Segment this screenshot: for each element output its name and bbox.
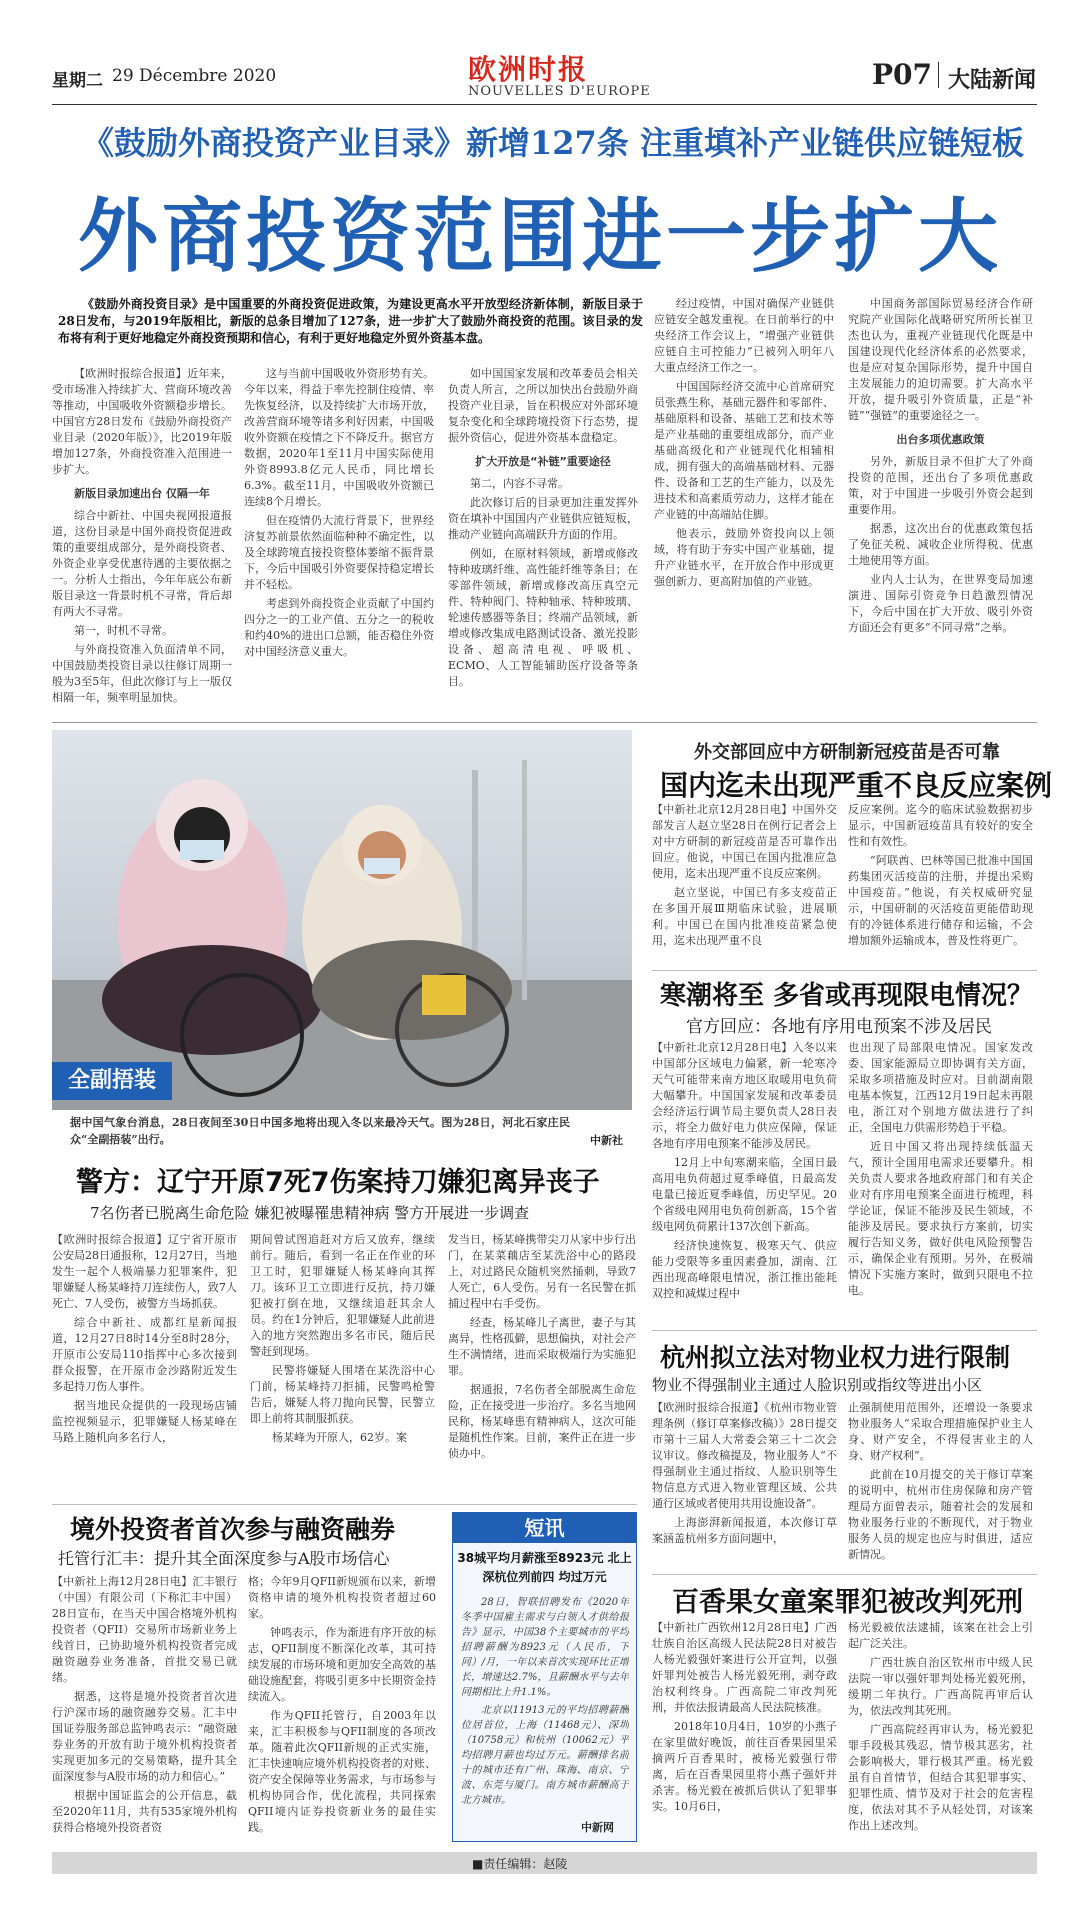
case-column-2: 杨光毅被依法逮捕，该案在社会上引起广泛关注。 广西壮族自治区钦州市中级人民法院一审以强奸罪判处杨光毅死刑，缓期二年执行。广西高院再审后认为，依法改判其死刑。 广西高院经再审认为，杨光毅犯罪手段极其残忍，情节极其恶劣，社会影响极大，罪行极其严重。杨光毅虽有自首情节，但结合其犯罪事实、犯罪性质、情节及对于社会的危害程度，依法对其不予从轻处罚，对该案作出上述改判。 xyxy=(848,1621,1033,1832)
issue-date: 29 Décembre 2020 xyxy=(112,66,277,86)
qfii-column-2: 格；今年9月QFII新规颁布以来，新增资格申请的境外机构投资者超过60家。 钟鸣表示，作为渐进有序开放的标志，QFII制度不断深化改革，其可持续发展的市场环境和更加安全高效的基础设施配套，将吸引更多中长期资金持续流入。 作为QFII托管行，自2003年以来，汇丰积极参与QFII制度的各项改革。随着此次QFII新规的正式实施，汇丰快速响应境外机构投资者的对账、资产安全保障等业务需求，与市场参与机构协同合作，优化流程，共同探索QFII境内证券投资新业务的最佳实践。 xyxy=(248,1575,436,1834)
lead-column-5: 中国商务部国际贸易经济合作研究院产业国际化战略研究所所长崔卫杰也认为，重视产业链现代化既是中国建设现代化经济体系的必然要求，也是应对复杂国际形势，提升中国自主发展能力的迫切需要。扩大高水平开放，提升吸引外资质量，正是“补链”“强链”的重要途径之一。 出台多项优惠政策 另外，新版目录不但扩大了外商投资的范围，还出台了多项优惠政策，对于中国进一步吸引外资会起到重要作用。 据悉，这次出台的优惠政策包括了免征关税、减收企业所得税、优惠土地使用等方面。 业内人士认为，在世界变局加速演进、国际引资竞争日趋激烈情况下，今后中国在扩大开放、吸引外资方面还会有更多“不同寻常”之举。 xyxy=(848,297,1033,634)
qfii-subhead: 托管行汇丰：提升其全面深度参与A股市场信心 xyxy=(58,1549,390,1568)
brief-box xyxy=(452,1512,637,1842)
case-headline: 百香果女童案罪犯被改判死刑 xyxy=(672,1587,1023,1618)
lead-column-4: 经过疫情，中国对确保产业链供应链安全越发重视。在日前举行的中央经济工作会议上，“增强产业链供应链自主可控能力”已被列入明年八大重点经济工作之一。 中国国际经济交流中心首席研究员张燕生称，基础元器件和零部件、基础原料和设备、基础工艺和技术等是产业基础的重要组成部分，而产业基础高级化和产业链现代化相辅相成，拥有强大的高端基础材料、元器件、设备和工艺的生产能力，以及先进技术和高素质劳动力，这样才能在产业链的中高端站住脚。 他表示，鼓励外资投向以上领域，将有助于夯实中国产业基础，提升产业链水平，在开放合作中形成更强创新力、更高附加值的产业链。 xyxy=(654,297,834,588)
case-column-1: 【中新社广西钦州12月28日电】广西壮族自治区高级人民法院28日对被告人杨光毅强奸案进行公开宣判，以强奸罪判处被告人杨光毅死刑，剥夺政治权利终身。广西高院二审改判死刑，并依法报请最高人民法院核准。 2018年10月4日，10岁的小燕子在家里做好晚饭，前往百香果园里采摘两斤百香果时，被杨光毅强行带离，后在百香果园里将小燕子强奸并杀害。杨光毅在被抓后供认了犯罪事实。10月6日， xyxy=(652,1621,837,1813)
editor-credit: ■责任编辑：赵陵 xyxy=(472,1857,568,1871)
brief-body: 28日，智联招聘发布《2020年冬季中国雇主需求与白领人才供给报告》显示，中国38个主要城市的平均招聘薪酬为8923元（人民币，下同）/月，一年以来首次实现环比正增长，增速达2.7%，且薪酬水平与去年同期相比上升1.1%。 北京以11913元的平均招聘薪酬位居首位，上海（11468元）、深圳（10758元）和杭州（10062元）平均招聘月薪也均过万元。薪酬排名前十的城市还有广州、珠海、南京、宁波、东莞与厦门。南方城市薪酬高于北方城市。 xyxy=(461,1597,629,1806)
lead-summary: 《鼓励外商投资目录》是中国重要的外商投资促进政策，为建设更高水平开放型经济新体制，新版目录于28日发布，与2019年版相比，新版的总条目增加了127条，进一步扩大了鼓励外商投资的范围。该目录的发布将有利于更好地稳定外商投资预期和信心，有利于更好地稳定外贸外资基本盘。 xyxy=(58,297,643,345)
qfii-column-1: 【中新社上海12月28日电】汇丰银行（中国）有限公司（下称汇丰中国）28日宣布，在当天中国合格境外机构投资者（QFII）交易所市场新业务上线首日，已协助境外机构投资者完成融资融券业务准备，首批交易已就绪。 据悉，这将是境外投资者首次进行沪深市场的融资融券交易。汇丰中国证券服务部总监钟鸣表示：“融资融券业务的开放有助于境外机构投资者实现更加多元的交易策略，提升其全面深度参与A股市场的动力和信心。” 根据中国证监会的公开信息，截至2020年11月，共有535家境外机构获得合格境外投资者资 xyxy=(52,1575,237,1834)
footer-bar xyxy=(52,1852,1037,1874)
hangzhou-column-1: 【欧洲时报综合报道】《杭州市物业管理条例（修订草案修改稿）》28日提交市第十三届人大常委会第三十二次会议审议。修改稿提及，物业服务人“不得强制业主通过指纹、人脸识别等生物信息方式进入物业管理区域、公共通行区域或者使用共用设施设备”。 上海澎湃新闻报道，本次修订草案涵盖杭州多方面问题中， xyxy=(652,1401,837,1545)
lead-column-2: 这与当前中国吸收外资形势有关。今年以来，得益于率先控制住疫情、率先恢复经济，以及持续扩大市场开放，改善营商环境等诸多利好因素，中国吸收外资额在疫情之下不降反升。据官方数据，2020年1至11月中国实际使用外资8993.8亿元人民币，同比增长6.3%。截至11月，中国吸收外资额已连续8个月增长。 但在疫情仍大流行背景下，世界经济复苏前景依然面临种种不确定性，以及全球跨境直接投资整体萎缩不振背景下，今后中国吸引外资要保持稳定增长并不轻松。 考虑到外商投资企业贡献了中国约四分之一的工业产值、五分之一的税收和约40%的进出口总额，能否稳住外资对中国经济意义重大。 xyxy=(244,367,434,658)
cyclists-illustration xyxy=(52,730,632,1110)
qfii-headline: 境外投资者首次参与融资融券 xyxy=(70,1515,396,1544)
power-subhead: 官方回应：各地有序用电预案不涉及居民 xyxy=(686,1017,992,1037)
lead-headline: 外商投资范围进一步扩大 xyxy=(78,190,1002,283)
photo-caption: 据中国气象台消息，28日夜间至30日中国多地将出现入冬以来最冷天气。图为28日，河北石家庄民众“全副捂装”出行。 xyxy=(70,1116,570,1146)
brand-subtitle: NOUVELLES D'EUROPE xyxy=(468,84,651,99)
photo-banner: 全副捂装 xyxy=(52,1062,172,1100)
masthead xyxy=(0,0,1080,106)
section-name: 大陆新闻 xyxy=(948,68,1037,93)
lead-kicker: 《鼓励外商投资产业目录》新增127条 注重填补产业链供应链短板 xyxy=(82,124,1024,162)
police-column-1: 【欧洲时报综合报道】辽宁省开原市公安局28日通报称，12月27日，当地发生一起个人极端暴力犯罪案件，犯罪嫌疑人杨某峰持刀连续伤人，致7人死亡、7人受伤，被警方当场抓获。 综合中新社、成都红星新闻报道，12月27日8时14分至8时28分，开原市公安局110指挥中心多次接到群众报警，在开原市金沙路附近发生多起持刀伤人事件。 据当地民众提供的一段现场店铺监控视频显示，犯罪嫌疑人杨某峰在马路上随机向多名行人， xyxy=(52,1233,237,1444)
hangzhou-subhead: 物业不得强制业主通过人脸识别或指纹等进出小区 xyxy=(652,1376,983,1394)
lead-column-1: 【欧洲时报综合报道】近年来，受市场准入持续扩大、营商环境改善等推动，中国吸收外资额稳步增长。中国官方28日发布《鼓励外商投资产业目录（2020年版）》，比2019年版增加127条，外商投资准入范围进一步扩大。 新版目录加速出台 仅隔一年 综合中新社、中国央视网报道报道，这份目录是中国外商投资促进政策的重要组成部分，是外商投资者、外资企业享受优惠待遇的主要依据之一。分析人士指出，今年年底公布新版目录这一背景时机不寻常，背后却有两大不寻常。 第一，时机不寻常。 与外商投资准入负面清单不同，中国鼓励类投资目录以往修订周期一般为3至5年，但此次修订与上一版仅相隔一年，频率明显加快。 xyxy=(52,367,232,704)
brand-logo: 欧洲时报 xyxy=(468,53,589,86)
hangzhou-column-2: 止强制使用范围外，还增设一条要求物业服务人“采取合理措施保护业主人身、财产安全，不得侵害业主的人身、财产权利”。 此前在10月提交的关于修订草案的说明中，杭州市住房保障和房产管理局方面曾表示，随着社会的发展和物业服务行业的不断现代，对于物业服务人员的规定也应与时俱进，适应新情况。 xyxy=(848,1401,1033,1561)
police-headline: 警方：辽宁开原7死7伤案持刀嫌犯离异丧子 xyxy=(76,1167,600,1198)
power-column-2: 也出现了局部限电情况。国家发改委、国家能源局立即协调有关方面，采取多项措施及时应对。目前湖南限电基本恢复，江西12月19日起未再限电，浙江对个别地方做法进行了纠正，全国电力供需形势趋于平稳。 近日中国又将出现持续低温天气，预计全国用电需求还要攀升。相关负责人要求各地政府部门和有关企业对有序用电预案全面进行梳理，科学论证，保证不能涉及民生领域，不能涉及居民。要求执行方案前，切实履行告知义务，做好供电风险预警告示，确保企业有预期。另外，在极端情况下实施方案时，做到只限电不拉电。 xyxy=(848,1041,1033,1297)
police-subhead: 7名伤者已脱离生命危险 嫌犯被曝罹患精神病 警方开展进一步调查 xyxy=(90,1204,530,1222)
vaccine-column-2: 反应案例。迄今的临床试验数据初步显示，中国新冠疫苗具有较好的安全性和有效性。 “阿联酋、巴林等国已批准中国国药集团灭活疫苗的注册，并提出采购中国疫苗。”他说，有关权威研究显示，中国研制的灭活疫苗更能借助现有的冷链体系进行储存和运输，不会增加额外运输成本，普及性将更广。 xyxy=(848,803,1033,947)
weekday: 星期二 xyxy=(52,71,103,91)
page-number: P07 xyxy=(872,58,933,91)
police-column-3: 发当日，杨某峰携带尖刀从家中步行出门，在某菜藕店至某洗浴中心的路段上，对过路民众随机突然捅刺，导致7人死亡，6人受伤。另有一名民警在抓捕过程中右手受伤。 经查，杨某峰儿子离世，妻子与其离异，性格孤僻，思想偏执，对社会产生不满情绪，进而采取极端行为实施犯罪。 据通报，7名伤者全部脱离生命危险，正在接受进一步治疗。多名当地网民称，杨某峰患有精神病人，这次可能是随机性作案。目前，案件正在进一步侦办中。 xyxy=(448,1233,636,1460)
photo-credit: 中新社 xyxy=(590,1134,623,1147)
police-column-2: 期间曾试图追赶对方后又放弃，继续前行。随后，看到一名正在作业的环卫工时，犯罪嫌疑人杨某峰向其挥刀。该环卫工立即进行反抗，持刀嫌犯被打倒在地，又继续追赶其余人员。约在1分钟后，犯罪嫌疑人此前进入的地方突然跑出多名市民，随后民警赶到现场。 民警将嫌疑人围堵在某洗浴中心门前，杨某峰持刀拒捕，民警鸣枪警告后，嫌疑人将刀抛向民警，民警立即上前将其制服抓获。 杨某峰为开原人，62岁。案 xyxy=(250,1233,435,1444)
vaccine-column-1: 【中新社北京12月28日电】中国外交部发言人赵立坚28日在例行记者会上对中方研制的新冠疫苗是否可靠作出回应。他说，中国已在国内批准应急使用，迄未出现严重不良反应案例。 赵立坚说，中国已有多支疫苗正在多国开展Ⅲ期临床试验，进展顺利。中国已在国内批准疫苗紧急使用，迄未出现严重不良 xyxy=(652,803,837,947)
hangzhou-headline: 杭州拟立法对物业权力进行限制 xyxy=(660,1343,1011,1372)
power-column-1: 【中新社北京12月28日电】入冬以来中国部分区域电力偏紧，新一轮寒冷天气可能带来南方地区取暖用电负荷大幅攀升。中国国家发展和改革委员会经济运行调节局主要负责人28日表示，将全力做好电力供应保障，保证各地有序用电预案不能涉及居民。 12月上中旬寒潮来临，全国日最高用电负荷超过夏季峰值，日最高发电量已接近夏季峰值，历史罕见。20个省级电网用电负荷创新高，15个省级电网负荷累计137次创下新高。 经济快速恢复、极寒天气、供应能力受限等多重因素叠加，湖南、江西出现高峰限电情况，浙江推出能耗双控和减煤过程中 xyxy=(652,1041,837,1300)
vaccine-kicker: 外交部回应中方研制新冠疫苗是否可靠 xyxy=(694,742,1000,763)
lead-column-3: 如中国国家发展和改革委员会相关负责人所言，之所以加快出台鼓励外商投资产业目录，旨在积极应对外部环境复杂变化和全球跨境投资下行态势，提振外资信心，促进外资基本盘稳定。 扩大开放是“补链”重要途径 第二，内容不寻常。 此次修订后的目录更加注重发挥外资在填补中国国内产业链供应链短板，推动产业链向高端跃升方面的作用。 例如，在原材料领域，新增或修改特种玻璃纤维、高性能纤维等条目；在零部件领域，新增或修改高压真空元件、特种阀门、特种轴承、特种玻璃、轮速传感器等条目；终端产品领域，新增或修改集成电路测试设备、激光投影设备、超高清电视、呼吸机、ECMO、人工智能辅助医疗设备等条目。 xyxy=(448,367,638,688)
brief-credit: 中新网 xyxy=(581,1821,614,1834)
brief-label: 短讯 xyxy=(453,1513,636,1543)
power-headline: 寒潮将至 多省或再现限电情况？ xyxy=(660,981,1034,1011)
brief-headline: 38城平均月薪涨至8923元 北上深杭位列前四 均过万元 xyxy=(457,1551,632,1584)
vaccine-headline: 国内迄未出现严重不良反应案例 xyxy=(660,769,1053,802)
news-photo xyxy=(52,730,632,1110)
